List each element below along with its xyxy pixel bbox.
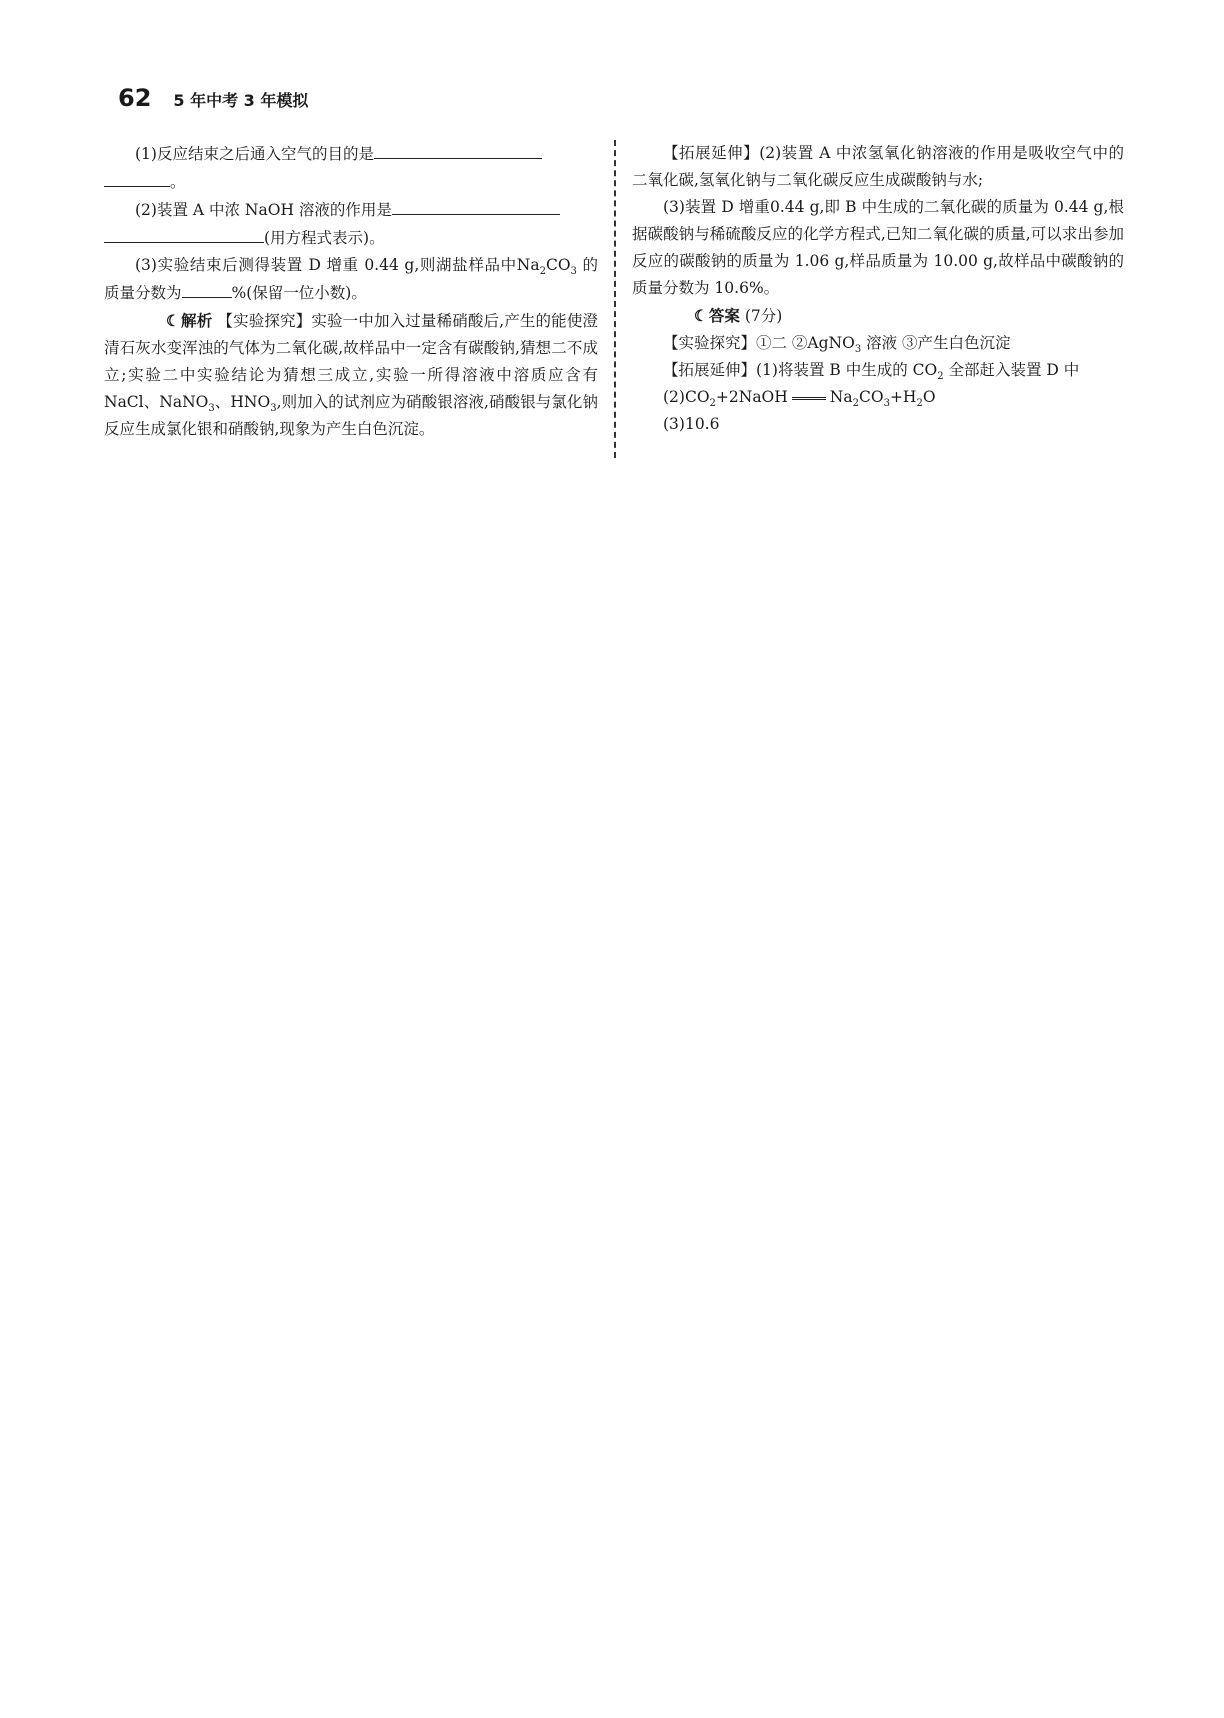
page-number: 62	[118, 84, 152, 112]
answer-blank	[392, 196, 560, 215]
page-header	[118, 84, 308, 118]
question-1-cont: 。	[104, 168, 598, 196]
column-divider	[614, 140, 616, 458]
right-column	[632, 140, 1124, 438]
question-2-text: (2)装置 A 中浓 NaOH 溶液的作用是	[135, 201, 392, 219]
answer-blank	[182, 279, 232, 298]
analysis-label: 解析	[180, 312, 213, 330]
question-2	[104, 196, 598, 224]
left-column	[104, 140, 598, 443]
question-2-cont: (用方程式表示)。	[104, 224, 598, 252]
question-3: (3)实验结束后测得装置 D 增重 0.44 g,则湖盐样品中$Na_2CO_3$ 的质量分数为 %(保留一位小数)。	[104, 256, 598, 302]
answer-extension-1: 【拓展延伸】(1)将装置 B 中生成的 $CO_2$ 全部赶入装置 D 中	[663, 361, 1080, 383]
crescent-icon: ☾	[166, 311, 180, 330]
answer-blank	[104, 224, 264, 243]
answer-explore: 【实验探究】①二 ②AgNO$_3$ 溶液 ③产生白色沉淀	[663, 334, 1011, 356]
answer-equation: $(2)CO_2+2NaOH$ $Na_2CO_3+H_2O$	[663, 388, 936, 410]
extension-explanation-3: (3)装置 D 增重0.44 g,即 B 中生成的二氧化碳的质量为 0.44 g,根据碳酸钠与稀硫酸反应的化学方程式,已知二氧化碳的质量,可以求出参加反应的碳酸钠的质量为 1.06 g,样品质量为 10.00 g,故样品中碳酸钠的质量分数为 10.6%。	[632, 198, 1124, 297]
answer-heading: ☾答案 (7分)	[632, 302, 1124, 330]
answer-3: (3)10.6	[663, 415, 720, 433]
answer-blank	[104, 168, 170, 187]
answer-label: 答案	[708, 307, 740, 325]
equals-sign	[792, 397, 826, 400]
question-1-text: (1)反应结束之后通入空气的目的是	[135, 145, 374, 163]
crescent-icon: ☾	[694, 306, 708, 325]
book-title: 5 年中考 3 年模拟	[173, 91, 309, 110]
extension-explanation-2: 【拓展延伸】(2)装置 A 中浓氢氧化钠溶液的作用是吸收空气中的二氧化碳,氢氧化钠与二氧化碳反应生成碳酸钠与水;	[632, 144, 1124, 189]
answer-blank	[374, 140, 542, 159]
analysis-section: ☾解析 【实验探究】实验一中加入过量稀硝酸后,产生的能使澄清石灰水变浑浊的气体为二氧化碳,故样品中一定含有碳酸钠,猜想二不成立;实验二中实验结论为猜想三成立,实验一所得溶液中溶质应含有 NaCl、NaNO$_3$、$HNO_3$,则加入的试剂应为硝酸银溶液,硝酸银与氯化钠反应生成氯化银和硝酸钠,现象为产生白色沉淀。	[104, 307, 598, 443]
question-1	[104, 140, 598, 168]
